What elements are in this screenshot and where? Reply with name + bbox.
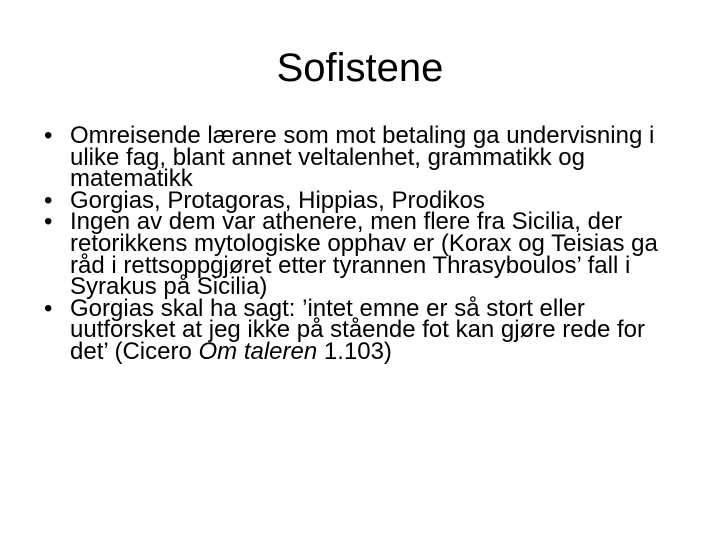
bullet-item [44,122,684,193]
bullet-text: Ingen av dem var athenere, men flere fra Sicilia, der retorikkens mytologiske opphav er (Korax og Teisias ga råd i rettsoppgjøret etter tyrannen Thrasyboulos’ fall i Syrakus på Sicilia) [70,208,658,301]
bullet-marker-icon: • [44,294,53,322]
bullet-marker-icon: • [44,122,53,149]
book-title: Om taleren [198,337,318,365]
bullet-item [44,294,684,365]
bullet-text-part: Gorgias skal ha sagt: ’intet emne er så stort eller uutforsket at jeg ikke på stående fot kan gjøre rede for det’ (Cicero [70,294,645,365]
bullet-list [44,122,684,365]
bullet-text-part: 1.103) [317,337,392,365]
bullet-text: Gorgias, Protagoras, Hippias, Prodikos [70,186,485,214]
bullet-marker-icon: • [44,208,53,236]
bullet-text [70,294,684,365]
bullet-marker-icon: • [44,186,53,214]
bullet-item [44,208,684,301]
slide-title: Sofistene [276,46,444,90]
bullet-text: Omreisende lærere som mot betaling ga undervisning i ulike fag, blant annet veltalenhet, grammatikk og matematikk [70,122,655,193]
